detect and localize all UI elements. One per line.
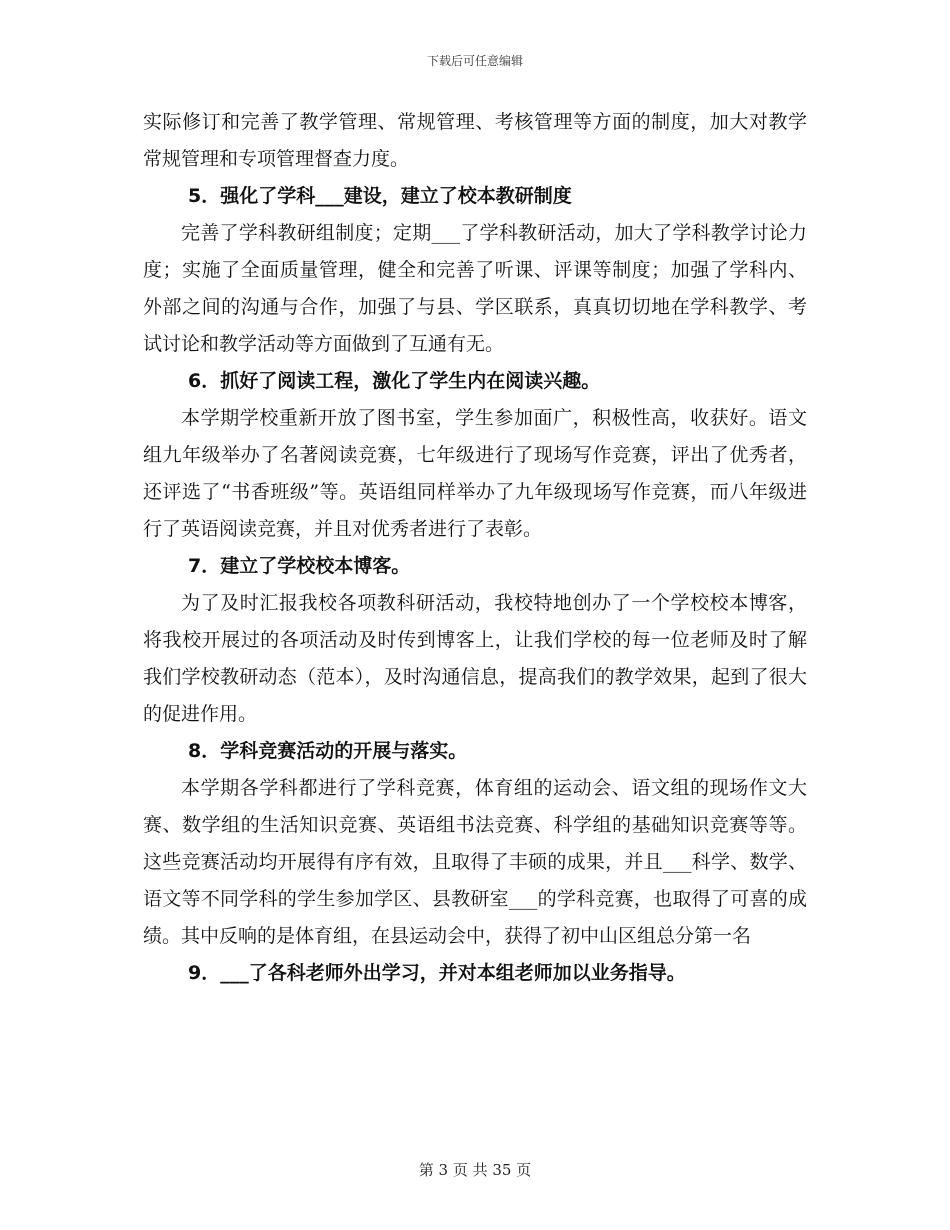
section-heading: 7．建立了学校校本博客。 [188, 555, 411, 577]
body-paragraph: 完善了学科教研组制度；定期___了学科教研活动，加大了学科教学讨论力度；实施了全面质量管理，健全和完善了听课、评课等制度；加强了学科内、外部之间的沟通与合作，加强了与县、学区联系，真真切切地在学科教学、考试讨论和教学活动等方面做到了互通有无。 [143, 222, 807, 355]
document-body [143, 104, 807, 992]
body-paragraph: 本学期学校重新开放了图书室，学生参加面广，积极性高，收获好。语文组九年级举办了名著阅读竞赛，七年级进行了现场写作竞赛，评出了优秀者，还评选了“书香班级”等。英语组同样举办了九年级现场写作竞赛，而八年级进行了英语阅读竞赛，并且对优秀者进行了表彰。 [143, 407, 807, 540]
body-paragraph: 实际修订和完善了教学管理、常规管理、考核管理等方面的制度，加大对教学常规管理和专项管理督查力度。 [143, 111, 807, 170]
section-heading: 6．抓好了阅读工程，激化了学生内在阅读兴趣。 [188, 370, 601, 392]
page-header: 下载后可任意编辑 [426, 54, 523, 68]
page-footer: 第 3 页 共 35 页 [418, 1161, 532, 1179]
body-paragraph: 本学期各学科都进行了学科竞赛，体育组的运动会、语文组的现场作文大赛、数学组的生活知识竞赛、英语组书法竞赛、科学组的基础知识竞赛等等。这些竞赛活动均开展得有序有效，且取得了丰硕的成果，并且___科学、数学、语文等不同学科的学生参加学区、县教研室___的学科竞赛，也取得了可喜的成绩。其中反响的是体育组，在县运动会中，获得了初中山区组总分第一名 [143, 777, 807, 947]
section-heading: 8．学科竞赛活动的开展与落实。 [188, 740, 468, 762]
body-paragraph: 为了及时汇报我校各项教科研活动，我校特地创办了一个学校校本博客，将我校开展过的各项活动及时传到博客上，让我们学校的每一位老师及时了解我们学校教研动态（范本），及时沟通信息，提高我们的教学效果，起到了很大的促进作用。 [143, 592, 807, 725]
section-heading: 9．___了各科老师外出学习，并对本组老师加以业务指导。 [188, 962, 686, 984]
section-heading: 5．强化了学科___建设，建立了校本教研制度 [188, 185, 572, 207]
